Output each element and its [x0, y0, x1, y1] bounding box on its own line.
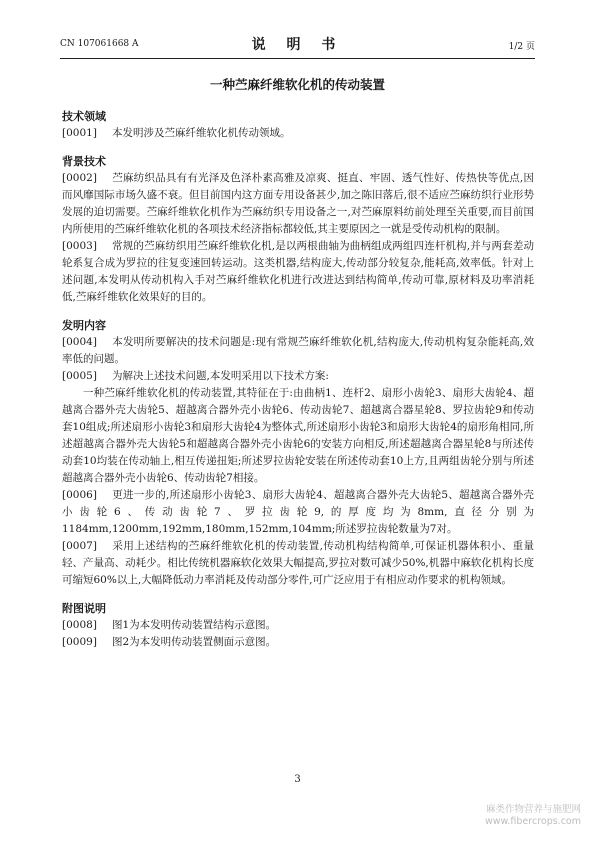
paragraph-0008	[62, 617, 534, 634]
paragraph-text: 采用上述结构的苎麻纤维软化机的传动装置,传动机构结构简单,可保证机器体积小、重量轻、产量高、动耗少。相比传统机器麻软化效果大幅提高,罗拉对数可减少50%,机器中麻软化机构长度可缩短60%以上,大幅降低动力率消耗及传动部分零件,可广泛应用于有相应动作要求的机构领域。	[62, 540, 534, 586]
paragraph-0003	[62, 238, 534, 306]
paragraph-number: [0002]	[62, 172, 97, 184]
section-heading-drawings: 附图说明	[62, 602, 106, 615]
watermark-site-name: 麻类作物营养与施肥网	[485, 804, 581, 815]
paragraph-0005-continued: 一种苎麻纤维软化机的传动装置,其特征在于:由曲柄1、连杆2、扇形小齿轮3、扇形大齿轮4、超越离合器外壳大齿轮5、超越离合器外壳小齿轮6、传动齿轮7、超越离合器星轮8、罗拉齿轮9和传动套10组成;所述扇形小齿轮3和扇形大齿轮4为整体式,所述扇形小齿轮3和扇形大齿轮4的扇形角相同,所述超越离合器外壳大齿轮5和超越离合器外壳小齿轮6的安装方向相反,所述超越离合器星轮8与所述传动套10均装在传动轴上,相互传递扭矩;所述罗拉齿轮安装在所述传动套10上方,且两组齿轮分别与所述超越离合器外壳小齿轮6、传动齿轮7相接。	[62, 387, 534, 484]
paragraph-0009	[62, 634, 534, 651]
paragraph-number: [0004]	[62, 336, 97, 348]
paragraph-text: 本发明涉及苎麻纤维软化机传动领域。	[112, 127, 291, 139]
paragraph-0007	[62, 538, 534, 589]
paragraph-number: [0008]	[62, 619, 97, 631]
paragraph-text: 苎麻纺织品具有有光泽及色泽朴素高雅及凉爽、挺直、牢固、透气性好、传热快等优点,因而风靡国际市场久盛不衰。但目前国内这方面专用设备甚少,加之陈旧落后,很不适应苎麻纺织行业形势发展的迫切需要。苎麻纤维软化机作为苎麻纺织专用设备之一,对苎麻原料纺前处理至关重要,而目前国内所使用的苎麻纤维软化机的各项技术经济指标都较低,其主要原因之一就是受传动机构的限制。	[62, 172, 534, 235]
paragraph-number: [0005]	[62, 370, 97, 382]
watermark	[485, 804, 581, 828]
paragraph-number: [0007]	[62, 540, 97, 552]
paragraph-number: [0001]	[62, 127, 97, 139]
paragraph-0006	[62, 487, 534, 538]
page-number: 3	[294, 774, 301, 785]
paragraph-0001	[62, 125, 534, 142]
paragraph-text: 本发明所要解决的技术问题是:现有常规苎麻纤维软化机,结构庞大,传动机构复杂能耗高,效率低的问题。	[62, 336, 534, 365]
doc-number: CN 107061668 A	[60, 39, 139, 49]
paragraph-0004	[62, 334, 534, 368]
paragraph-number: [0006]	[62, 489, 97, 501]
page-header	[60, 34, 535, 54]
doc-type-label: 说 明 书	[251, 37, 344, 53]
section-heading-invention: 发明内容	[62, 319, 106, 332]
document-body	[62, 108, 534, 651]
document-title: 一种苎麻纤维软化机的传动装置	[209, 77, 385, 92]
paragraph-text: 图1为本发明传动装置结构示意图。	[112, 619, 277, 631]
paragraph-text: 更进一步的,所述扇形小齿轮3、扇形大齿轮4、超越离合器外壳大齿轮5、超越离合器外壳小齿轮6、传动齿轮7、罗拉齿轮9,的厚度均为8mm,直径分别为1184mm,1200mm,192mm,180mm,152mm,104mm;所述罗拉齿轮数量为7对。	[62, 489, 534, 535]
watermark-url: www.fibercrops.com	[484, 816, 581, 827]
paragraph-0002	[62, 170, 534, 238]
paragraph-0005	[62, 368, 534, 385]
paragraph-text: 常规的苎麻纺织用苎麻纤维软化机,是以两根曲轴为曲柄组成两组四连杆机构,并与两套差动轮系复合成为罗拉的往复变速回转运动。这类机器,结构庞大,传动部分较复杂,能耗高,效率低。针对上述问题,本发明从传动机构入手对苎麻纤维软化机进行改进达到结构简单,传动可靠,原材料及功率消耗低,苎麻纤维软化效果好的目的。	[62, 240, 534, 303]
section-heading-background: 背景技术	[62, 155, 106, 168]
header-divider	[60, 58, 535, 59]
paragraph-number: [0009]	[62, 636, 97, 648]
paragraph-text: 为解决上述技术问题,本发明采用以下技术方案:	[112, 370, 329, 382]
paragraph-number: [0003]	[62, 240, 97, 252]
page-indicator: 1/2 页	[508, 42, 535, 52]
paragraph-text: 图2为本发明传动装置侧面示意图。	[112, 636, 277, 648]
section-heading-tech-field: 技术领域	[62, 110, 106, 123]
